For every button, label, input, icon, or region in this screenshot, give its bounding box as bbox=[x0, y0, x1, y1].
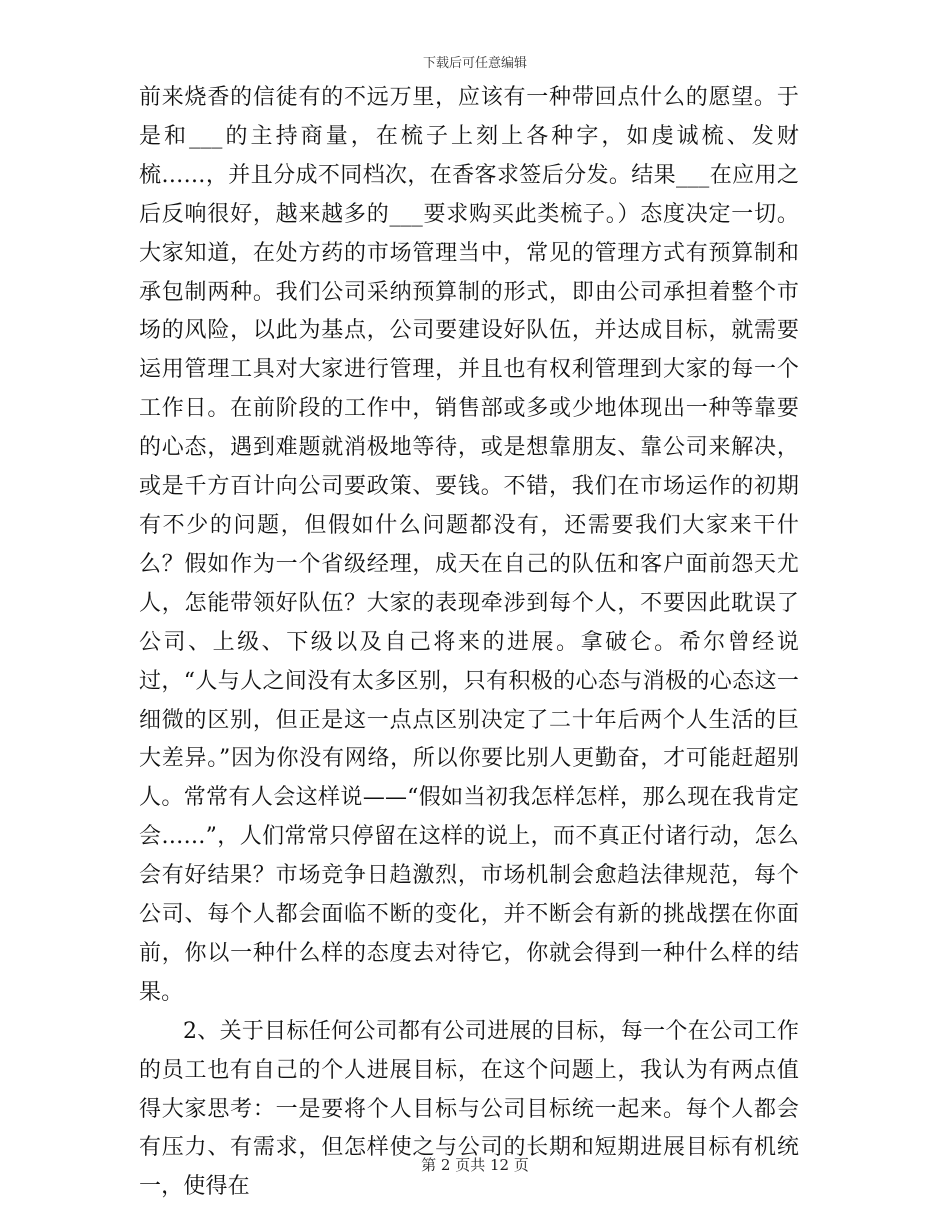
document-body bbox=[139, 79, 799, 1207]
body-paragraph: 前来烧香的信徒有的不远万里，应该有一种带回点什么的愿望。于是和___的主持商量，在梳子上刻上各种字，如虔诚梳、发财梳……，并且分成不同档次，在香客求签后分发。结果___在应用之后反响很好，越来越多的___要求购买此类梳子。）态度决定一切。大家知道，在处方药的市场管理当中，常见的管理方式有预算制和承包制两种。我们公司采纳预算制的形式，即由公司承担着整个市场的风险，以此为基点，公司要建设好队伍，并达成目标，就需要运用管理工具对大家进行管理，并且也有权利管理到大家的每一个工作日。在前阶段的工作中，销售部或多或少地体现出一种等靠要的心态，遇到难题就消极地等待，或是想靠朋友、靠公司来解决，或是千方百计向公司要政策、要钱。不错，我们在市场运作的初期有不少的问题，但假如什么问题都没有，还需要我们大家来干什么？假如作为一个省级经理，成天在自己的队伍和客户面前怨天尤人，怎能带领好队伍？大家的表现牵涉到每个人，不要因此耽误了公司、上级、下级以及自己将来的进展。拿破仑。希尔曾经说过，“人与人之间没有太多区别，只有积极的心态与消极的心态这一细微的区别，但正是这一点点区别决定了二十年后两个人生活的巨大差异。”因为你没有网络，所以你要比别人更勤奋，才可能赶超别人。常常有人会这样说——“假如当初我怎样怎样，那么现在我肯定会……”，人们常常只停留在这样的说上，而不真正付诸行动，怎么会有好结果？市场竞争日趋激烈，市场机制会愈趋法律规范，每个公司、每个人都会面临不断的变化，并不断会有新的挑战摆在你面前，你以一种什么样的态度去对待它，你就会得到一种什么样的结果。 bbox=[139, 85, 799, 1005]
page-footer: 第 2 页共 12 页 bbox=[421, 1156, 529, 1174]
page-header: 下载后可任意编辑 bbox=[422, 56, 527, 71]
body-paragraph: 2、关于目标任何公司都有公司进展的目标，每一个在公司工作的员工也有自己的个人进展目标，在这个问题上，我认为有两点值得大家思考：一是要将个人目标与公司目标统一起来。每个人都会有压力、有需求，但怎样使之与公司的长期和短期进展目标有机统一，使得在 bbox=[139, 1018, 799, 1200]
